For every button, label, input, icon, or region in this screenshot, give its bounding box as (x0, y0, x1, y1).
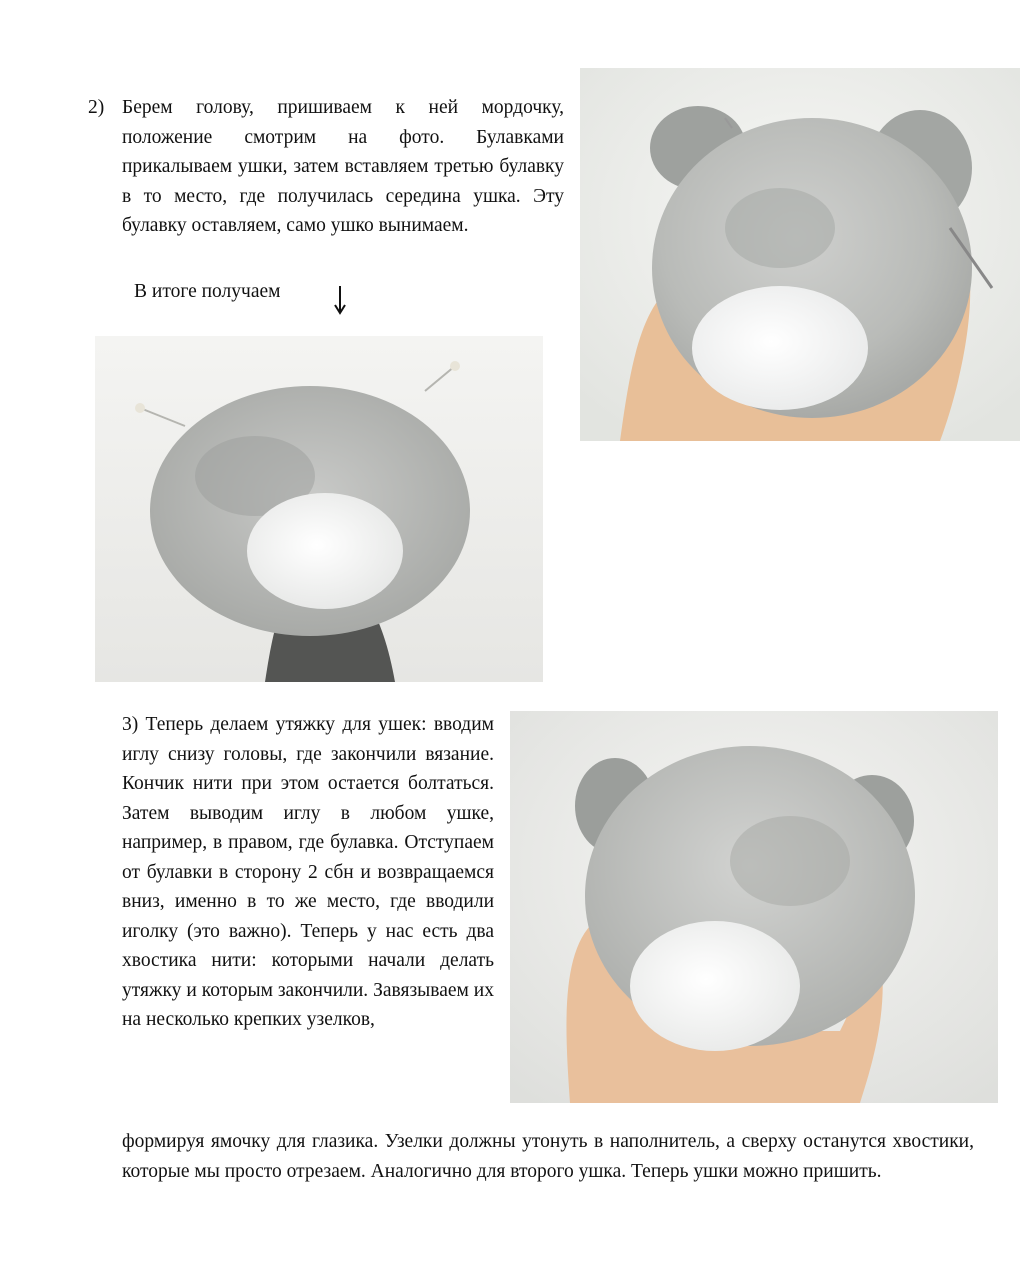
step-2-text: Берем голову, пришиваем к ней мордочку, положение смотрим на фото. Булавками прикалываем ушки, затем вставляем третью булавку в то место, где получилась середина ушка. Эту булавку оставляем, само ушко вынимаем. (122, 97, 564, 236)
step-3-paragraph: 3) Теперь делаем утяжку для ушек: вводим иглу снизу головы, где закончили вязание. Кончик нити при этом остается болтаться. Затем выводим иглу в любом ушке, например, в правом, где булавка. Отступаем от булавки в сторону 2 сбн и возвращаемся вниз, именно в то же место, где вводили иголку (это важно). Теперь у нас есть два хвостика нити: которыми начали делать утяжку и которым закончили. Завязываем их на несколько крепких узелков, (122, 714, 494, 1030)
result-caption: В итоге получаем (134, 281, 281, 302)
step-3-continuation: формируя ямочку для глазика. Узелки должны утонуть в наполнитель, а сверху останутся хвостики, которые мы просто отрезаем. Аналогично для второго ушка. Теперь ушки можно пришить. (122, 1131, 974, 1182)
photo-head-with-pinned-ears (580, 68, 1020, 441)
step-2-paragraph (88, 93, 564, 241)
arrow-down-icon (332, 284, 348, 316)
step-2-number: 2) (88, 97, 105, 118)
photo-head-with-pins (95, 336, 543, 682)
photo-head-with-ears (510, 711, 998, 1103)
